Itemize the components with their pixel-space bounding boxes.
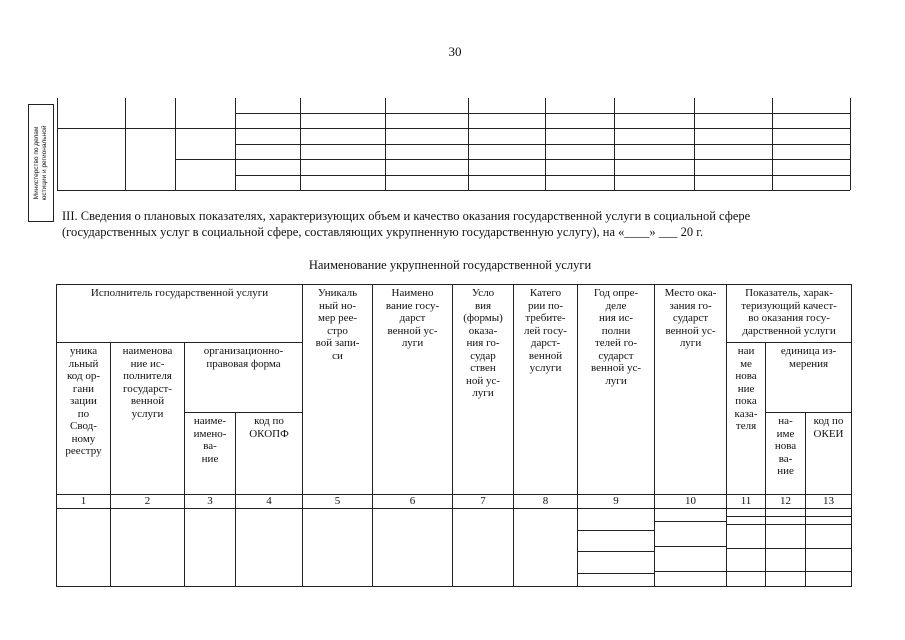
table-cell: [655, 509, 727, 587]
table-cell: [111, 509, 185, 587]
col-number: 4: [236, 495, 303, 509]
table-cell: [57, 509, 111, 587]
col-number: 10: [655, 495, 727, 509]
header-year-of-determination: Год опре- деле ния ис- полни телей го- сударст венной ус- луги: [578, 285, 655, 495]
header-executor: Исполнитель государственной услуги: [57, 285, 303, 343]
header-unit-of-measure: единица из- мерения: [766, 343, 852, 413]
header-quality-indicator: Показатель, харак- теризующий качест- во оказания госу- дарственной услуги: [727, 285, 852, 343]
header-indicator-name: наи ме нова ние пока каза- теля: [727, 343, 766, 495]
table-cell: [236, 509, 303, 587]
header-service-place: Место ока- зания го- сударст венной ус- луги: [655, 285, 727, 495]
col-number: 13: [806, 495, 852, 509]
previous-table-fragment: [0, 0, 905, 200]
header-executor-name: наименова ние ис- полнителя государст- венной услуги: [111, 343, 185, 495]
header-legal-form: организационно- правовая форма: [185, 343, 303, 413]
section-heading-line-1: III. Сведения о плановых показателях, характеризующих объем и качество оказания государственной услуги в социальной сфере: [62, 209, 751, 223]
page-number: 30: [448, 44, 462, 59]
header-unique-org-code: уника льный код ор- гани зации по Свод- ному реестру: [57, 343, 111, 495]
header-okopf-code: код по ОКОПФ: [236, 413, 303, 495]
header-okei-code: код по ОКЕИ: [806, 413, 852, 495]
table-cell: [373, 509, 453, 587]
table-cell: [766, 509, 806, 587]
header-service-conditions: Усло вия (формы) оказа- ния го- судар ствен ной ус- луги: [453, 285, 514, 495]
side-stamp: [28, 104, 54, 222]
column-number-row: [57, 495, 852, 509]
table-cell: [453, 509, 514, 587]
table-row: [57, 509, 852, 587]
col-number: 2: [111, 495, 185, 509]
table-cell: [578, 509, 655, 587]
table-cell: [303, 509, 373, 587]
col-number: 5: [303, 495, 373, 509]
header-consumer-categories: Катего рии по- требите- лей госу- дарст- венной услуги: [514, 285, 578, 495]
header-service-name: Наимено вание госу- дарст венной ус- луги: [373, 285, 453, 495]
side-stamp-text: Министерство по делам юстиции и региональной: [33, 125, 48, 201]
table-cell: [185, 509, 236, 587]
col-number: 3: [185, 495, 236, 509]
col-number: 7: [453, 495, 514, 509]
header-unit-name: на- име нова ва- ние: [766, 413, 806, 495]
col-number: 12: [766, 495, 806, 509]
header-unique-registry-number: Уникаль ный но- мер рее- стро вой запи- си: [303, 285, 373, 495]
col-number: 1: [57, 495, 111, 509]
col-number: 6: [373, 495, 453, 509]
col-number: 8: [514, 495, 578, 509]
planned-indicators-table: [56, 284, 852, 587]
table-cell: [806, 509, 852, 587]
consolidated-service-title: Наименование укрупненной государственной услуги: [308, 258, 592, 272]
header-legal-form-name: наиме- имено- ва- ние: [185, 413, 236, 495]
section-heading-line-2: (государственных услуг в социальной сфере, составляющих укрупненную государственную услугу), на «____» ___ 20 г.: [62, 225, 704, 239]
table-cell: [514, 509, 578, 587]
col-number: 11: [727, 495, 766, 509]
section-heading: [62, 208, 862, 240]
table-cell: [727, 509, 766, 587]
col-number: 9: [578, 495, 655, 509]
